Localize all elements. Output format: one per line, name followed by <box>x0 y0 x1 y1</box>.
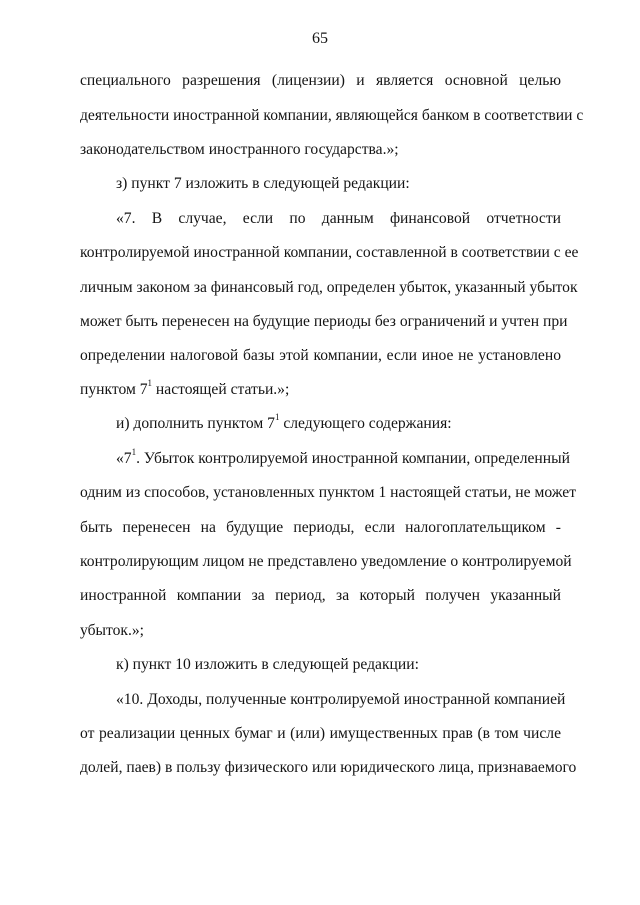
superscript: 1 <box>147 377 153 388</box>
list-item-heading: з) пункт 7 изложить в следующей редакции: <box>116 175 410 192</box>
text-line: законодательством иностранного государства.»; <box>80 141 399 158</box>
text-line: определении налоговой базы этой компании, если иное не установлено <box>80 347 561 364</box>
text-line: одним из способов, установленных пунктом 1 настоящей статьи, не может <box>80 484 577 501</box>
text-line: убыток.»; <box>80 622 145 639</box>
page-number: 65 <box>312 30 328 47</box>
text-line: деятельности иностранной компании, являющейся банком в соответствии с <box>80 107 584 124</box>
list-item-heading: и) дополнить пунктом $7^1$ следующего содержания: <box>116 411 452 432</box>
text-line: иностранной компании за период, за который получен указанный <box>80 587 561 604</box>
text-line: личным законом за финансовый год, определен убыток, указанный убыток <box>80 279 578 296</box>
text-line: может быть перенесен на будущие периоды без ограничений и учтен при <box>80 313 568 330</box>
text-line: от реализации ценных бумаг и (или) имущественных прав (в том числе <box>80 725 561 742</box>
superscript: 1 <box>131 446 137 457</box>
text-line: специального разрешения (лицензии) и является основной целью <box>80 72 561 89</box>
text-line: «$7^1$. Убыток контролируемой иностранной компании, определенный <box>116 446 570 467</box>
text-line: долей, паев) в пользу физического или юридического лица, признаваемого <box>80 759 577 776</box>
text-line: контролирующим лицом не представлено уведомление о контролируемой <box>80 553 572 570</box>
text-line: «10. Доходы, полученные контролируемой иностранной компанией <box>116 691 566 708</box>
text-line: «7. В случае, если по данным финансовой отчетности <box>116 210 561 227</box>
list-item-heading: к) пункт 10 изложить в следующей редакции: <box>116 656 419 673</box>
text-line: контролируемой иностранной компании, составленной в соответствии с ее <box>80 244 579 261</box>
superscript: 1 <box>274 411 280 422</box>
text-line: пунктом $7^1$ настоящей статьи.»; <box>80 377 290 398</box>
text-line: быть перенесен на будущие периоды, если налогоплательщиком - <box>80 519 561 536</box>
